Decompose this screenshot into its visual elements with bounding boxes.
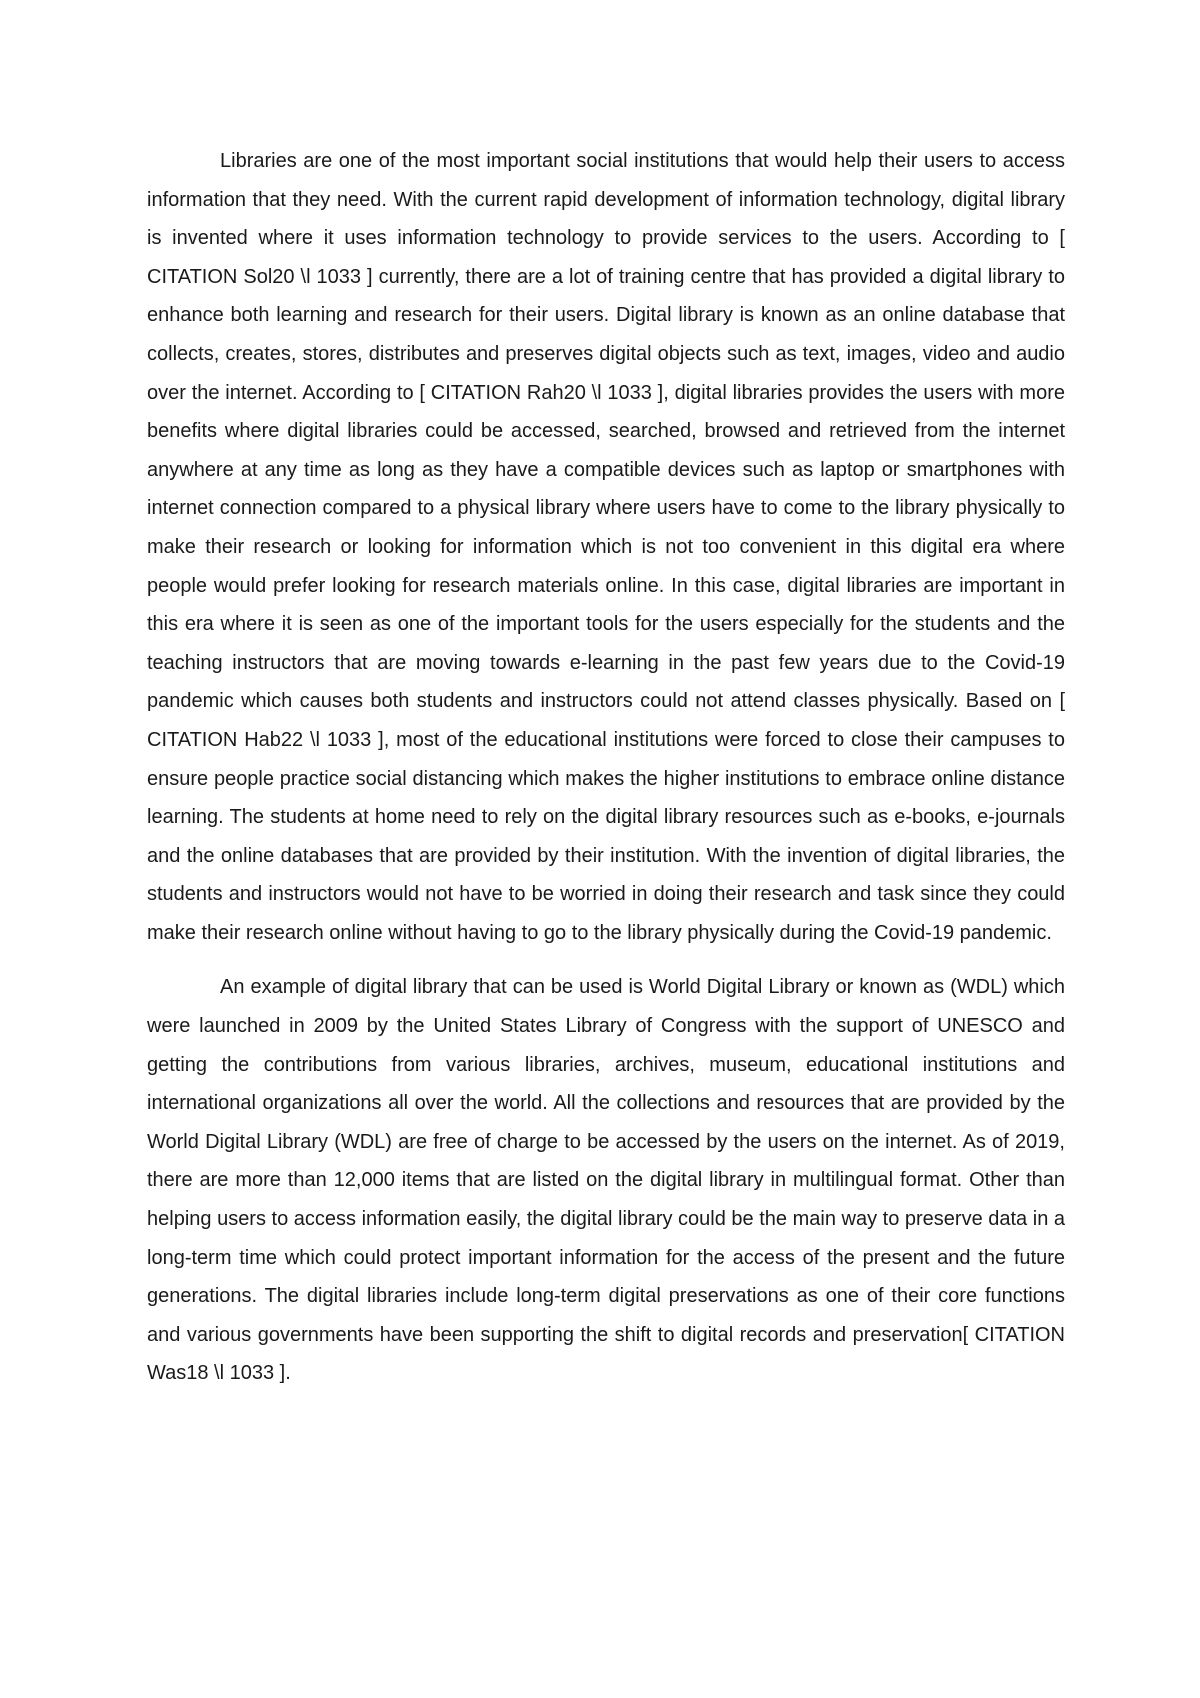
paragraph-1: Libraries are one of the most important social institutions that would help their users to access information that they need. With the current rapid development of information technology, digital library is invented where it uses information technology to provide services to the users. According to [ CITATION Sol20 \l 1033 ] currently, there are a lot of training centre that has provided a digital library to enhance both learning and research for their users. Digital library is known as an online database that collects, creates, stores, distributes and preserves digital objects such as text, images, video and audio over the internet. According to [ CITATION Rah20 \l 1033 ], digital libraries provides the users with more benefits where digital libraries could be accessed, searched, browsed and retrieved from the internet anywhere at any time as long as they have a compatible devices such as laptop or smartphones with internet connection compared to a physical library where users have to come to the library physically to make their research or looking for information which is not too convenient in this digital era where people would prefer looking for research materials online. In this case, digital libraries are important in this era where it is seen as one of the important tools for the users especially for the students and the teaching instructors that are moving towards e-learning in the past few years due to the Covid-19 pandemic which causes both students and instructors could not attend classes physically. Based on [ CITATION Hab22 \l 1033 ], most of the educational institutions were forced to close their campuses to ensure people practice social distancing which makes the higher institutions to embrace online distance learning. The students at home need to rely on the digital library resources such as e-books, e-journals and the online databases that are provided by their institution. With the invention of digital libraries, the students and instructors would not have to be worried in doing their research and task since they could make their research online without having to go to the library physically during the Covid-19 pandemic. — [147, 150, 1065, 944]
document-body — [147, 142, 1065, 1393]
paragraph-2: An example of digital library that can be used is World Digital Library or known as (WDL) which were launched in 2009 by the United States Library of Congress with the support of UNESCO and getting the contributions from various libraries, archives, museum, educational institutions and international organizations all over the world. All the collections and resources that are provided by the World Digital Library (WDL) are free of charge to be accessed by the users on the internet. As of 2019, there are more than 12,000 items that are listed on the digital library in multilingual format. Other than helping users to access information easily, the digital library could be the main way to preserve data in a long-term time which could protect important information for the access of the present and the future generations. The digital libraries include long-term digital preservations as one of their core functions and various governments have been supporting the shift to digital records and preservation[ CITATION Was18 \l 1033 ]. — [147, 976, 1065, 1385]
